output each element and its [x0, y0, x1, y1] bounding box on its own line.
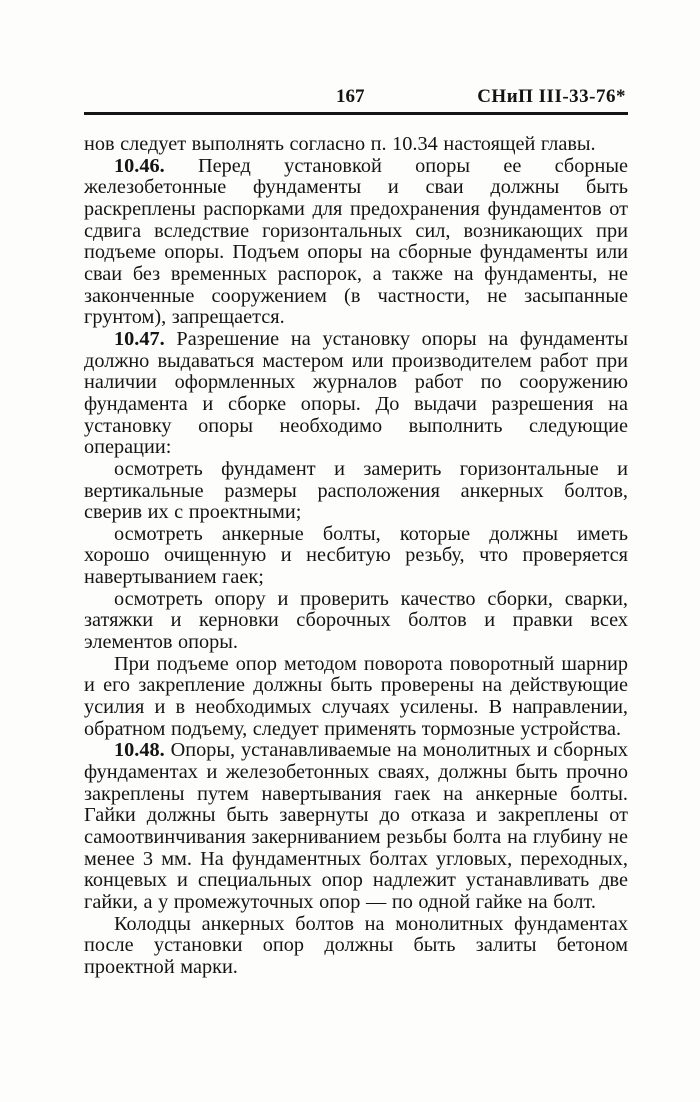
clause-10-48 [84, 740, 628, 913]
list-item [84, 589, 628, 654]
clause-10-47 [84, 329, 628, 459]
paragraph [84, 654, 628, 741]
clause-text: Разрешение на установку опоры на фундаменты должно выдаваться мастером или производителем работ при наличии оформленных журналов работ по сооружению фундамента и сборке опоры. До выдачи разрешения на установку опоры необходимо выполнить следующие операции: [84, 327, 628, 459]
list-item [84, 524, 628, 589]
paragraph-text: Колодцы анкерных болтов на монолитных фундаментах после установки опор должны быть залиты бетоном проектной марки. [84, 912, 628, 978]
list-item [84, 459, 628, 524]
paragraph [84, 914, 628, 979]
header-rule [84, 112, 628, 115]
paragraph-continuation [84, 134, 628, 156]
body-text [84, 134, 628, 979]
standard-code: СНиП III-33-76* [477, 86, 626, 107]
list-item-text: осмотреть фундамент и замерить горизонтальные и вертикальные размеры расположения анкерных болтов, сверив их с проектными; [84, 457, 628, 524]
clause-number: 10.47. [114, 327, 165, 350]
clause-number: 10.48. [114, 739, 165, 762]
clause-text: Перед установкой опоры ее сборные железобетонные фундаменты и сваи должны быть раскреплены распорками для предохранения фундаментов от сдвига вследствие горизонтальных сил, возникающих при подъеме опоры. Подъем опоры на сборные фундаменты или сваи без временных распорок, а также на фундаменты, не законченные сооружением (в частности, не засыпанные грунтом), запрещается. [84, 154, 628, 329]
paragraph-text: При подъеме опор методом поворота поворотный шарнир и его закрепление должны быть проверены на действующие усилия и в необходимых случаях усилены. В направлении, обратном подъему, следует применять тормозные устройства. [84, 652, 628, 740]
clause-text: Опоры, устанавливаемые на монолитных и сборных фундаментах и железобетонных сваях, должны быть прочно закреплены путем навертывания гаек на анкерные болты. Гайки должны быть завернуты до отказа и закреплены от самоотвинчивания закерниванием резьбы болта на глубину не менее 3 мм. На фундаментных болтах угловых, переходных, концевых и специальных опор надлежит устанавливать две гайки, а у промежуточных опор — по одной гайке на болт. [84, 739, 628, 913]
clause-10-46 [84, 156, 628, 329]
paragraph-text: нов следует выполнять согласно п. 10.34 настоящей главы. [84, 133, 596, 155]
clause-number: 10.46. [114, 154, 165, 177]
page-number: 167 [336, 86, 365, 107]
list-item-text: осмотреть анкерные болты, которые должны иметь хорошо очищенную и несбитую резьбу, что проверяется навертыванием гаек; [84, 522, 628, 589]
list-item-text: осмотреть опору и проверить качество сборки, сварки, затяжки и керновки сборочных болтов и правки всех элементов опоры. [84, 587, 628, 654]
